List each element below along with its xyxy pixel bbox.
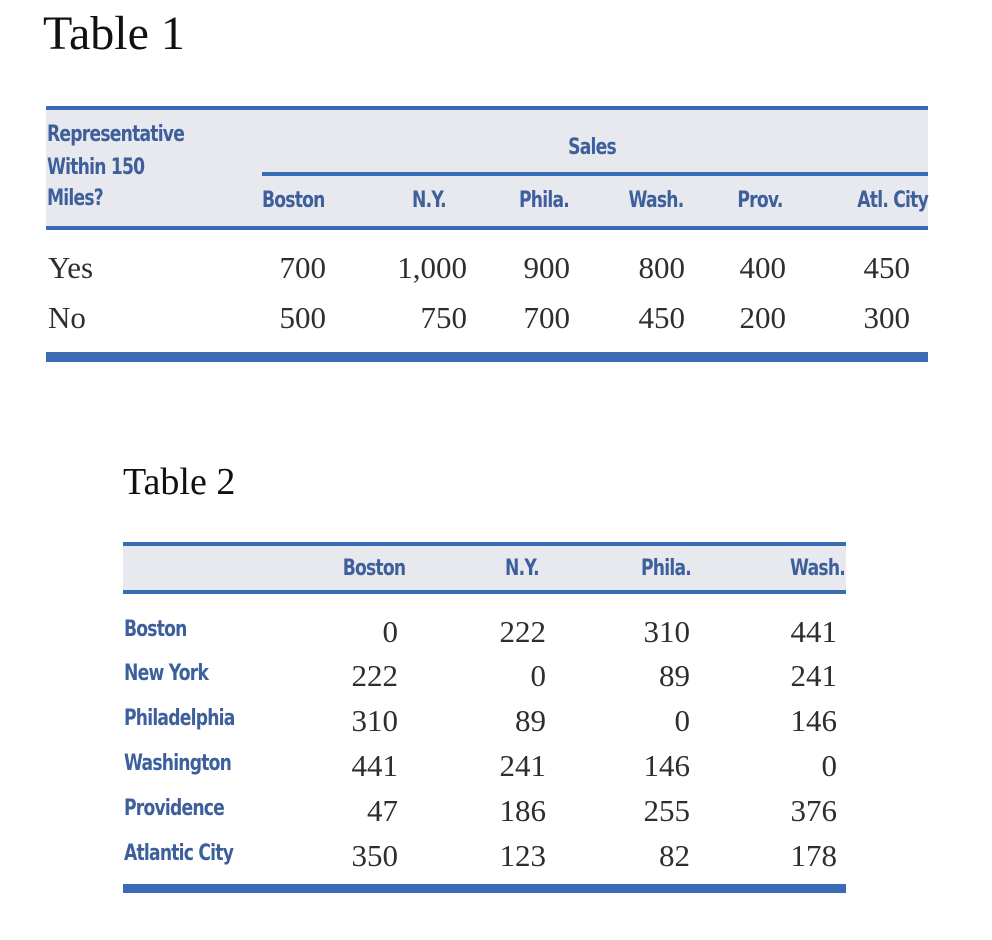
table2-cell: 0 [674, 703, 690, 738]
table1-bottom-rule [46, 352, 928, 362]
table2-bottom-rule [123, 884, 846, 893]
table1-row-header-line1: Representative [47, 122, 185, 147]
table2-cell: 222 [351, 658, 398, 693]
table2-col-wash: Wash. [790, 556, 845, 581]
table2-cell: 241 [790, 658, 837, 693]
table2-header-band [123, 546, 846, 592]
table2-col-boston: Boston [342, 556, 406, 581]
table2-cell: 241 [499, 748, 546, 783]
table2-cell: 123 [499, 838, 546, 873]
table2-cell: 89 [515, 703, 546, 738]
table1-cell: 900 [523, 250, 570, 285]
table1-sales-rule [262, 172, 928, 176]
table1-cell: 750 [420, 300, 467, 335]
table1-cell: 700 [523, 300, 570, 335]
table2-cell: 376 [790, 793, 837, 828]
table2-cell: 146 [790, 703, 837, 738]
table2-row-label: Providence [124, 796, 225, 821]
table1-title: Table 1 [43, 7, 185, 60]
table1-col-wash: Wash. [628, 188, 684, 213]
table1-cell: 1,000 [397, 250, 467, 285]
table2-cell: 441 [790, 614, 837, 649]
table1-top-rule [46, 106, 928, 110]
table2-cell: 82 [659, 838, 690, 873]
table2-row-label: Philadelphia [124, 706, 235, 731]
table1-col-ny: N.Y. [412, 188, 446, 213]
table2-cell: 146 [643, 748, 690, 783]
table1-group-header-sales: Sales [568, 135, 616, 160]
table1-col-atl-city: Atl. City [857, 188, 928, 213]
table2-col-phila: Phila. [641, 556, 691, 581]
table2-cell: 186 [499, 793, 546, 828]
table1-cell: 200 [739, 300, 786, 335]
table1-cell: 450 [863, 250, 910, 285]
table1-row-header-line3: Miles? [47, 186, 103, 211]
table2-cell: 441 [351, 748, 398, 783]
table2-cell: 0 [530, 658, 546, 693]
table2-cell: 0 [382, 614, 398, 649]
table2-header-rule [123, 590, 846, 594]
table1-cell: 500 [279, 300, 326, 335]
table2-top-rule [123, 542, 846, 546]
table1-row-header-line2: Within 150 [47, 155, 145, 180]
table2-cell: 89 [659, 658, 690, 693]
table2-cell: 222 [499, 614, 546, 649]
table1-col-boston: Boston [262, 188, 325, 213]
table1-row-label: No [48, 300, 86, 335]
table2-row-label: Boston [124, 617, 187, 642]
table1-cell: 300 [863, 300, 910, 335]
table2-cell: 310 [351, 703, 398, 738]
table2-cell: 350 [351, 838, 398, 873]
table2-row-label: Washington [124, 751, 232, 776]
table1-cell: 800 [638, 250, 685, 285]
table2-cell: 0 [821, 748, 837, 783]
table2-col-ny: N.Y. [505, 556, 539, 581]
table2-cell: 310 [643, 614, 690, 649]
table2-cell: 47 [367, 793, 398, 828]
table2-cell: 255 [643, 793, 690, 828]
table1-header-rule [46, 226, 928, 230]
table1-cell: 400 [739, 250, 786, 285]
table2-row-label: Atlantic City [124, 841, 234, 866]
table2-row-label: New York [124, 661, 209, 686]
table1-col-phila: Phila. [519, 188, 569, 213]
table1-row-label: Yes [48, 250, 94, 285]
table1-col-prov: Prov. [737, 188, 783, 213]
table1-cell: 450 [638, 300, 685, 335]
table2-cell: 178 [790, 838, 837, 873]
table1-cell: 700 [279, 250, 326, 285]
table2-title: Table 2 [123, 461, 236, 503]
